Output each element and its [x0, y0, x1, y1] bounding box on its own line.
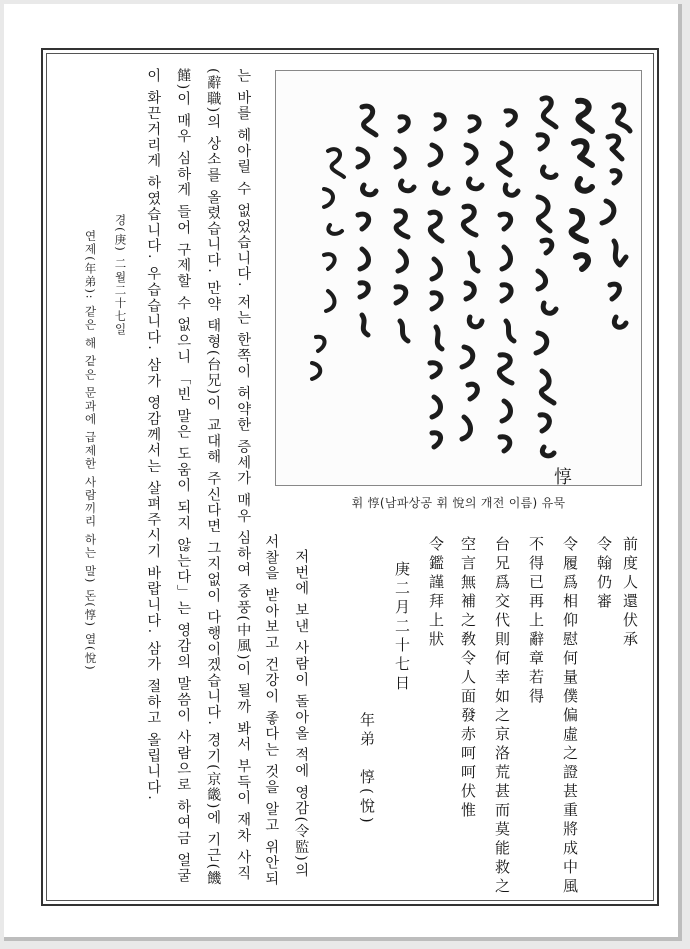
- calligraphy-seal: 惇: [554, 467, 572, 486]
- calligraphy-strokes: [276, 71, 641, 485]
- hanja-line-4: 不得已再上辭章若得: [527, 536, 545, 707]
- hanja-line-6: 空言無補之敎令人面發赤呵呵伏惟: [459, 536, 477, 821]
- hanja-line-1: 前度人還伏承: [621, 536, 639, 650]
- korean-line-3: 는 바를 헤아릴 수 없었습니다. 저는 한쪽이 허약한 증세가 매우 심하여 중풍(中風)이 될까 봐서 부득이 재차 사직: [235, 68, 252, 882]
- hanja-date: 庚二月二十七日: [393, 561, 411, 694]
- hanja-line-5: 台兄爲交代則何幸如之京洛荒甚而莫能救之: [493, 536, 511, 897]
- korean-date: 경(庚) 二월二十七일: [113, 214, 128, 337]
- korean-line-5: 饉)이 매우 심하게 들어 구제할 수 없으니 「빈 말은 도움이 되지 않는다」는 영감의 말씀이 사람으로 하여금 얼굴: [175, 68, 192, 884]
- hanja-line-3: 令履爲相仰慰何量僕偏虛之證甚重將成中風: [561, 536, 579, 897]
- korean-line-2: 서찰을 받아보고 건강이 좋다는 것을 알고 위안되: [263, 534, 280, 887]
- hanja-line-7: 令鑑謹拜上狀: [427, 536, 445, 650]
- korean-line-4: (辭職)의 상소를 올렸습니다. 만약 태형(台兄)이 교대해 주신다면 그지없이 다행이겠습니다. 경기(京畿)에 기근(饑: [205, 68, 222, 887]
- hanja-line-2: 令翰仍審: [595, 536, 613, 612]
- hanja-signature: 年弟 惇(悅): [358, 712, 376, 827]
- korean-line-1: 저번에 보낸 사람이 돌아올 적에 영감(令監)의: [293, 549, 310, 879]
- page-sheet: [4, 4, 682, 941]
- korean-line-6: 이 화끈거리게 하였습니다. 우습습니다. 삼가 영감께서는 살펴주시기 바랍니다. 삼가 절하고 올립니다.: [145, 68, 162, 802]
- korean-signature-note: 연제(年弟): 같은 해 같은 문과에 급제한 사람끼리 하는 말) 돈(惇) 열(悅): [83, 230, 98, 672]
- calligraphy-letter-photo: [275, 70, 642, 486]
- photo-caption: 휘 惇(남파상공 휘 悅의 개전 이름) 유묵: [351, 496, 566, 510]
